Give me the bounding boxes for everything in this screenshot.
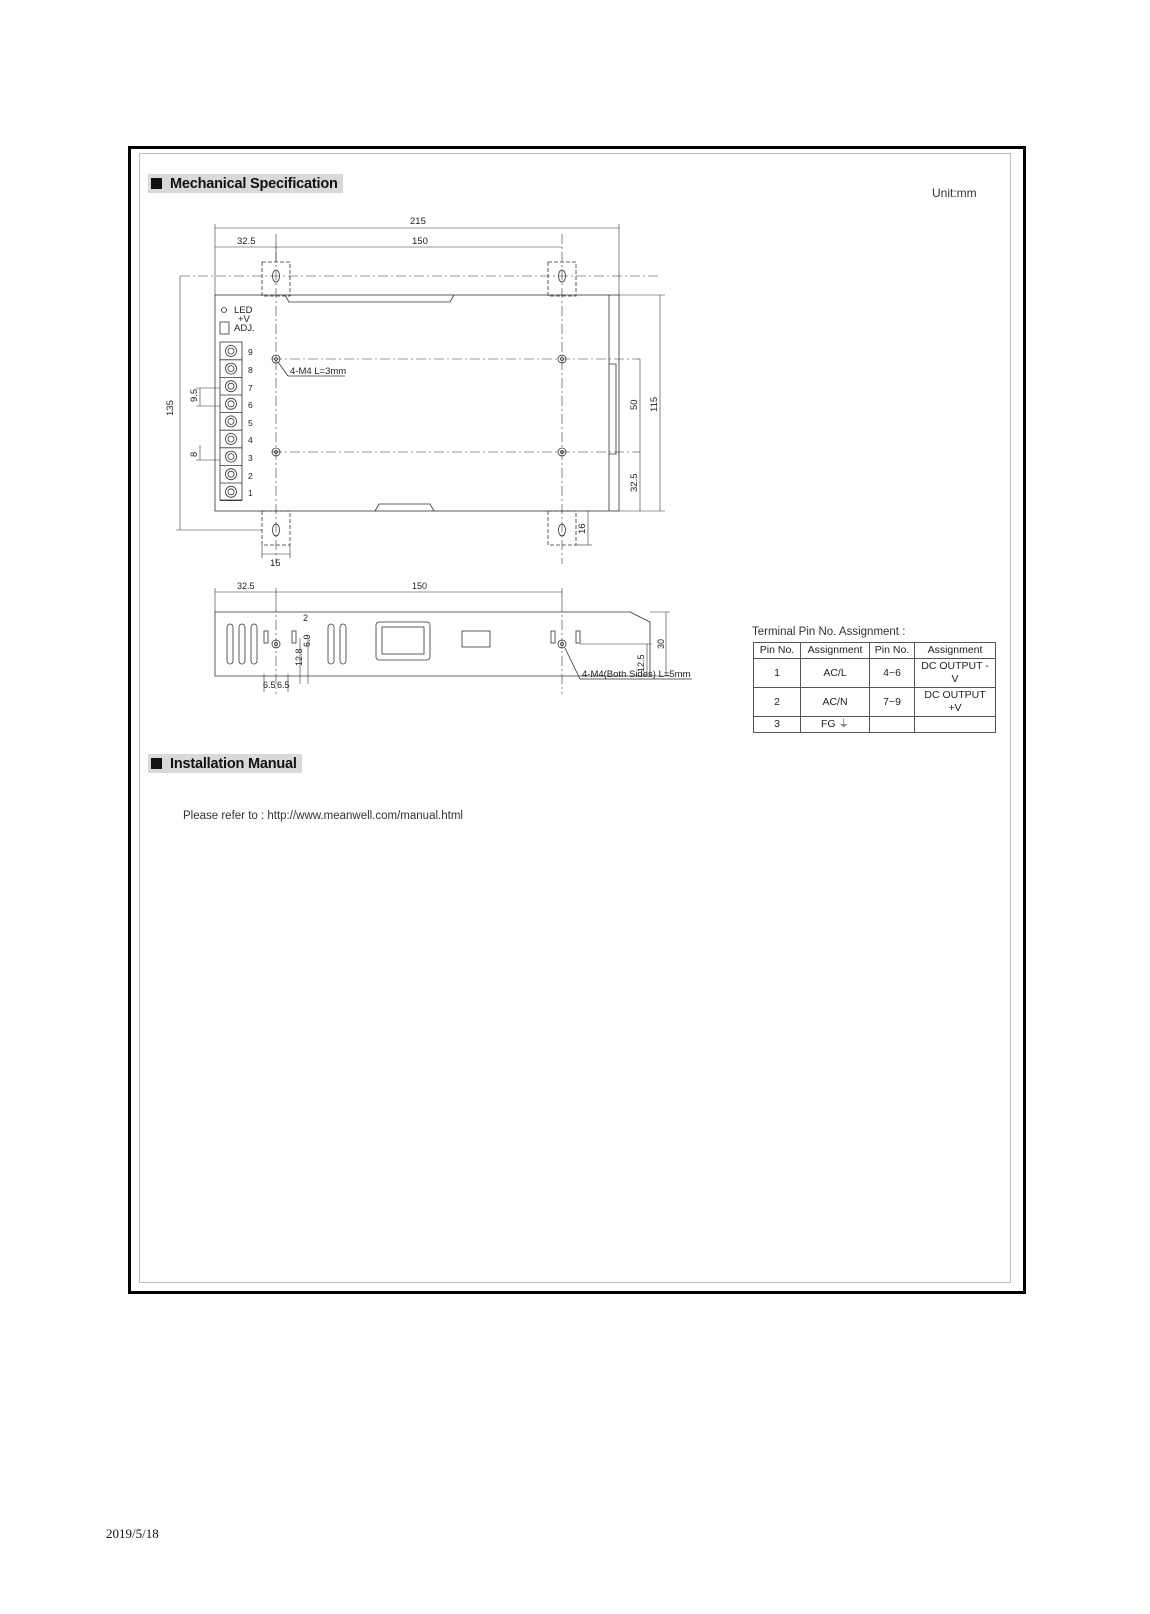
terminal-number: 7 bbox=[248, 383, 253, 393]
unit-label: Unit:mm bbox=[932, 186, 977, 200]
led-indicator-icon bbox=[222, 308, 227, 313]
bottom-tab bbox=[375, 504, 434, 511]
table-cell: DC OUTPUT -V bbox=[915, 659, 996, 688]
side-slot bbox=[551, 631, 555, 643]
dim-label: 115 bbox=[649, 396, 660, 412]
dim-label: 150 bbox=[412, 581, 428, 591]
terminal-screw-icon bbox=[226, 363, 237, 374]
terminal-screw-inner bbox=[228, 418, 234, 424]
label-window bbox=[462, 631, 490, 647]
spec-page-frame bbox=[128, 146, 1026, 1294]
dim-label: 30 bbox=[656, 638, 666, 649]
terminal-pin-table bbox=[753, 642, 996, 733]
terminal-numbers bbox=[248, 347, 253, 498]
mechanical-spec-title: Mechanical Specification bbox=[170, 175, 338, 192]
terminal-screw-inner bbox=[228, 348, 234, 354]
terminal-screw-inner bbox=[228, 366, 234, 372]
terminal-table-caption: Terminal Pin No. Assignment : bbox=[752, 626, 906, 638]
heading-square-icon bbox=[151, 758, 162, 769]
col-header: Pin No. bbox=[870, 643, 915, 659]
table-cell: 3 bbox=[754, 717, 801, 733]
table-row bbox=[754, 688, 996, 717]
side-slot bbox=[292, 631, 296, 643]
terminal-screw-icon bbox=[226, 451, 237, 462]
mounting-slots bbox=[273, 270, 566, 536]
vent-slots bbox=[227, 624, 346, 664]
spec-page-inner-frame bbox=[139, 153, 1011, 1283]
screw-label-top: 4-M4 L=3mm bbox=[290, 366, 347, 377]
psu-body-top bbox=[215, 295, 619, 511]
dim-label: 32.5 bbox=[237, 236, 256, 247]
table-cell: AC/L bbox=[801, 659, 870, 688]
adj-potentiometer-icon bbox=[220, 322, 229, 334]
terminal-screw-inner bbox=[228, 454, 234, 460]
dim-label: 150 bbox=[412, 236, 428, 247]
table-cell bbox=[915, 717, 996, 733]
plus-v-label: +V bbox=[238, 314, 250, 325]
dim-label: 32.5 bbox=[237, 581, 255, 591]
terminal-screw-inner bbox=[228, 383, 234, 389]
terminal-number: 5 bbox=[248, 418, 253, 428]
dim-label: 215 bbox=[410, 216, 426, 227]
side-tab bbox=[609, 364, 616, 454]
screw-leader bbox=[278, 362, 288, 376]
terminal-screw-icon bbox=[226, 381, 237, 392]
table-cell: DC OUTPUT +V bbox=[915, 688, 996, 717]
terminal-number: 8 bbox=[248, 365, 253, 375]
table-cell: FG ⏚ bbox=[801, 717, 870, 733]
dim-label: 12.8 bbox=[294, 648, 304, 666]
table-row bbox=[754, 659, 996, 688]
dim-label: 16 bbox=[577, 523, 588, 534]
dim-label: 6.5 bbox=[263, 680, 276, 690]
col-header: Pin No. bbox=[754, 643, 801, 659]
terminal-screw-inner bbox=[228, 471, 234, 477]
table-cell: 2 bbox=[754, 688, 801, 717]
table-cell bbox=[870, 717, 915, 733]
terminal-number: 4 bbox=[248, 435, 253, 445]
terminal-screw-inner bbox=[228, 401, 234, 407]
terminal-number: 6 bbox=[248, 400, 253, 410]
terminal-screw-inner bbox=[228, 436, 234, 442]
side-slot bbox=[576, 631, 580, 643]
led-label: LED bbox=[234, 305, 253, 316]
installation-manual-heading bbox=[148, 754, 302, 773]
table-cell: 7~9 bbox=[870, 688, 915, 717]
footer-date: 2019/5/18 bbox=[106, 1526, 159, 1541]
table-cell: 1 bbox=[754, 659, 801, 688]
dim-label: 12.5 bbox=[636, 654, 646, 672]
terminal-block bbox=[220, 342, 242, 501]
dim-label: 8 bbox=[189, 451, 200, 457]
table-row bbox=[754, 717, 996, 733]
terminal-number: 9 bbox=[248, 347, 253, 357]
terminal-number: 1 bbox=[248, 488, 253, 498]
col-header: Assignment bbox=[801, 643, 870, 659]
top-tab bbox=[285, 295, 454, 302]
table-cell: 4~6 bbox=[870, 659, 915, 688]
terminal-screw-icon bbox=[226, 469, 237, 480]
dimension-labels-top bbox=[165, 216, 660, 569]
dim-label: 135 bbox=[165, 400, 176, 416]
terminal-screw-icon bbox=[226, 486, 237, 497]
terminal-number: 2 bbox=[248, 471, 253, 481]
table-header-row bbox=[754, 643, 996, 659]
dim-label: 9.5 bbox=[189, 388, 200, 402]
terminal-screw-inner bbox=[228, 489, 234, 495]
table-cell: AC/N bbox=[801, 688, 870, 717]
dim-label: 6.9 bbox=[302, 634, 312, 647]
col-header: Assignment bbox=[915, 643, 996, 659]
terminal-number: 3 bbox=[248, 453, 253, 463]
terminal-screw-icon bbox=[226, 346, 237, 357]
dim-label: 32.5 bbox=[629, 473, 640, 492]
terminal-screw-icon bbox=[226, 398, 237, 409]
side-screw-leader bbox=[565, 648, 580, 679]
terminal-screw-icon bbox=[226, 434, 237, 445]
screw-label-side: 4-M4(Both Sides) L=5mm bbox=[582, 669, 691, 680]
dim-label: 15 bbox=[270, 558, 281, 569]
dim-label: 2 bbox=[303, 613, 309, 623]
mounting-ears bbox=[262, 262, 576, 545]
side-slot bbox=[264, 631, 268, 643]
dim-label: 6.5 bbox=[277, 680, 290, 690]
installation-manual-title: Installation Manual bbox=[170, 755, 297, 772]
dim-label: 50 bbox=[629, 399, 640, 410]
terminal-screw-icon bbox=[226, 416, 237, 427]
adj-label: ADJ. bbox=[234, 323, 255, 334]
ac-inlet-inner bbox=[382, 627, 424, 654]
installation-manual-text: Please refer to : http://www.meanwell.com/manual.html bbox=[183, 810, 463, 822]
